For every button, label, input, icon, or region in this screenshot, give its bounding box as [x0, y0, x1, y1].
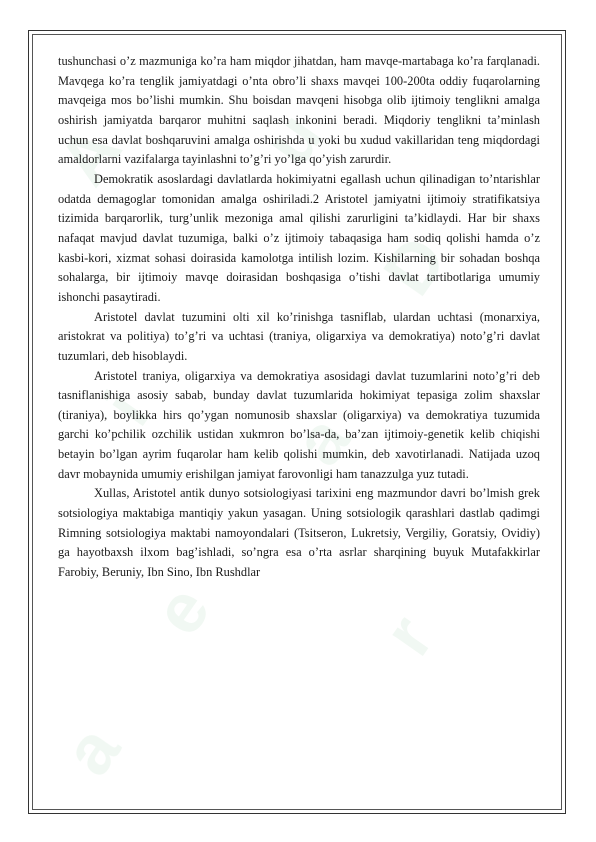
paragraph-1: tushunchasi o’z mazmuniga ko’ra ham miqdor jihatdan, ham mavqe-martabaga ko’ra farqlanadi. Mavqega ko’ra tenglik jamiyatdagi o’nta obro’li shaxs mavqei 100-200ta oddiy fuqarolarning mavqeiga mos bo’lishi mumkin. Shu boisdan mavqeni hisobga olib ijtimoiy tenglikni amalga oshirish jamiyatda barqaror muhitni saqlash inkonini beradi. Miqdoriy tenglikni ta’minlash uchun esa davlat boshqaruvini amalga oshirishda u yoki bu xudud vakillaridan teng miqdordagi amaldorlarni vazifalarga tayinlashni to’g’ri yo’lga qo’yish zarurdir. [58, 54, 540, 167]
svg-text:a: a [48, 711, 135, 789]
svg-text:A: A [43, 112, 137, 199]
paragraph-2: Demokratik asoslardagi davlatlarda hokimiyatni egallash uchun qilinadigan to’ntarishlar odatda demagoglar tomonidan amalga oshiriladi.2 Aristotel jamiyatni ijtimoiy stratifikatsiya tizimida barqarorlik, turg’unlik mezoniga amal qilishi zarurligini ta’kidlaydi. Har bir shaxs nafaqat mavjud davlat tuzumiga, balki o’z ijtimoiy tabaqasiga ham sodiq qolishi hamda o’z kasbi-kori, xizmat sohasi doirasida kamolotga intilish lozim. Kishilarning bir sohadan boshqa sohalarga, bir ijtimoiy mavqe doirasidan boshqasiga o’tishi davlat tartibotlariga umumiy ishonchi pasaytiradi. [58, 171, 540, 304]
svg-text:e: e [138, 571, 225, 649]
svg-text:D: D [368, 222, 462, 309]
paragraph-5: Xullas, Aristotel antik dunyo sotsiologiyasi tarixini eng mazmundor davri bo’lmish grek sotsiologiya maktabiga mantiqiy yakun yasagan. Uning sotsiologik qarashlari dastlab qadimgi Rimning sotsiologiya maktabi namoyondalari (Tsitseron, Lukretsiy, Vergiliy, Goratsiy, Ovidiy) ga hayotbaxsh ilxom bag’ishladi, so’ngra esa o’rta asrlar sharqining buyuk Mutafakkirlar Farobiy, Beruniy, Ibn Sino, Ibn Rushdlar [58, 486, 540, 580]
paragraph-3: Aristotel davlat tuzumini olti xil ko’rinishga tasniflab, ulardan uchtasi (monarxiya, aristokrat va politiya) to’g’ri va uchtasi (traniya, oligarxiya va demokratiya) noto’g’ri davlat tuzumlari, deb hisoblaydi. [58, 309, 540, 363]
body-text [58, 52, 540, 583]
svg-text:i: i [88, 377, 164, 439]
svg-text:u: u [248, 98, 337, 179]
svg-text:a: a [278, 401, 365, 479]
svg-text:r: r [368, 601, 448, 669]
paragraph-4: Aristotel traniya, oligarxiya va demokratiya asosidagi davlat tuzumlarini noto’g’ri deb tasniflanishiga asosiy sabab, bunday davlat tuzumlarida hokimiyat tepasiga zolim shaxslar (tiraniya), boylikka hirs qo’ygan nomunosib shaxslar (oligarxiya) va demokratiya tuzumida garchi ko’pchilik ozchilik ustidan xukmron bo’lsa-da, ba’zan ijtimoiy-genetik kelib chiqishi betayin bo’lgan ayrim fuqarolar ham kelib qolishi mumkin, deb xavotirlanadi. Natijada uzoq davr mobaynida umumiy erishilgan jamiyat farovonligi ham tanazzulga yuz tutadi. [58, 368, 540, 481]
